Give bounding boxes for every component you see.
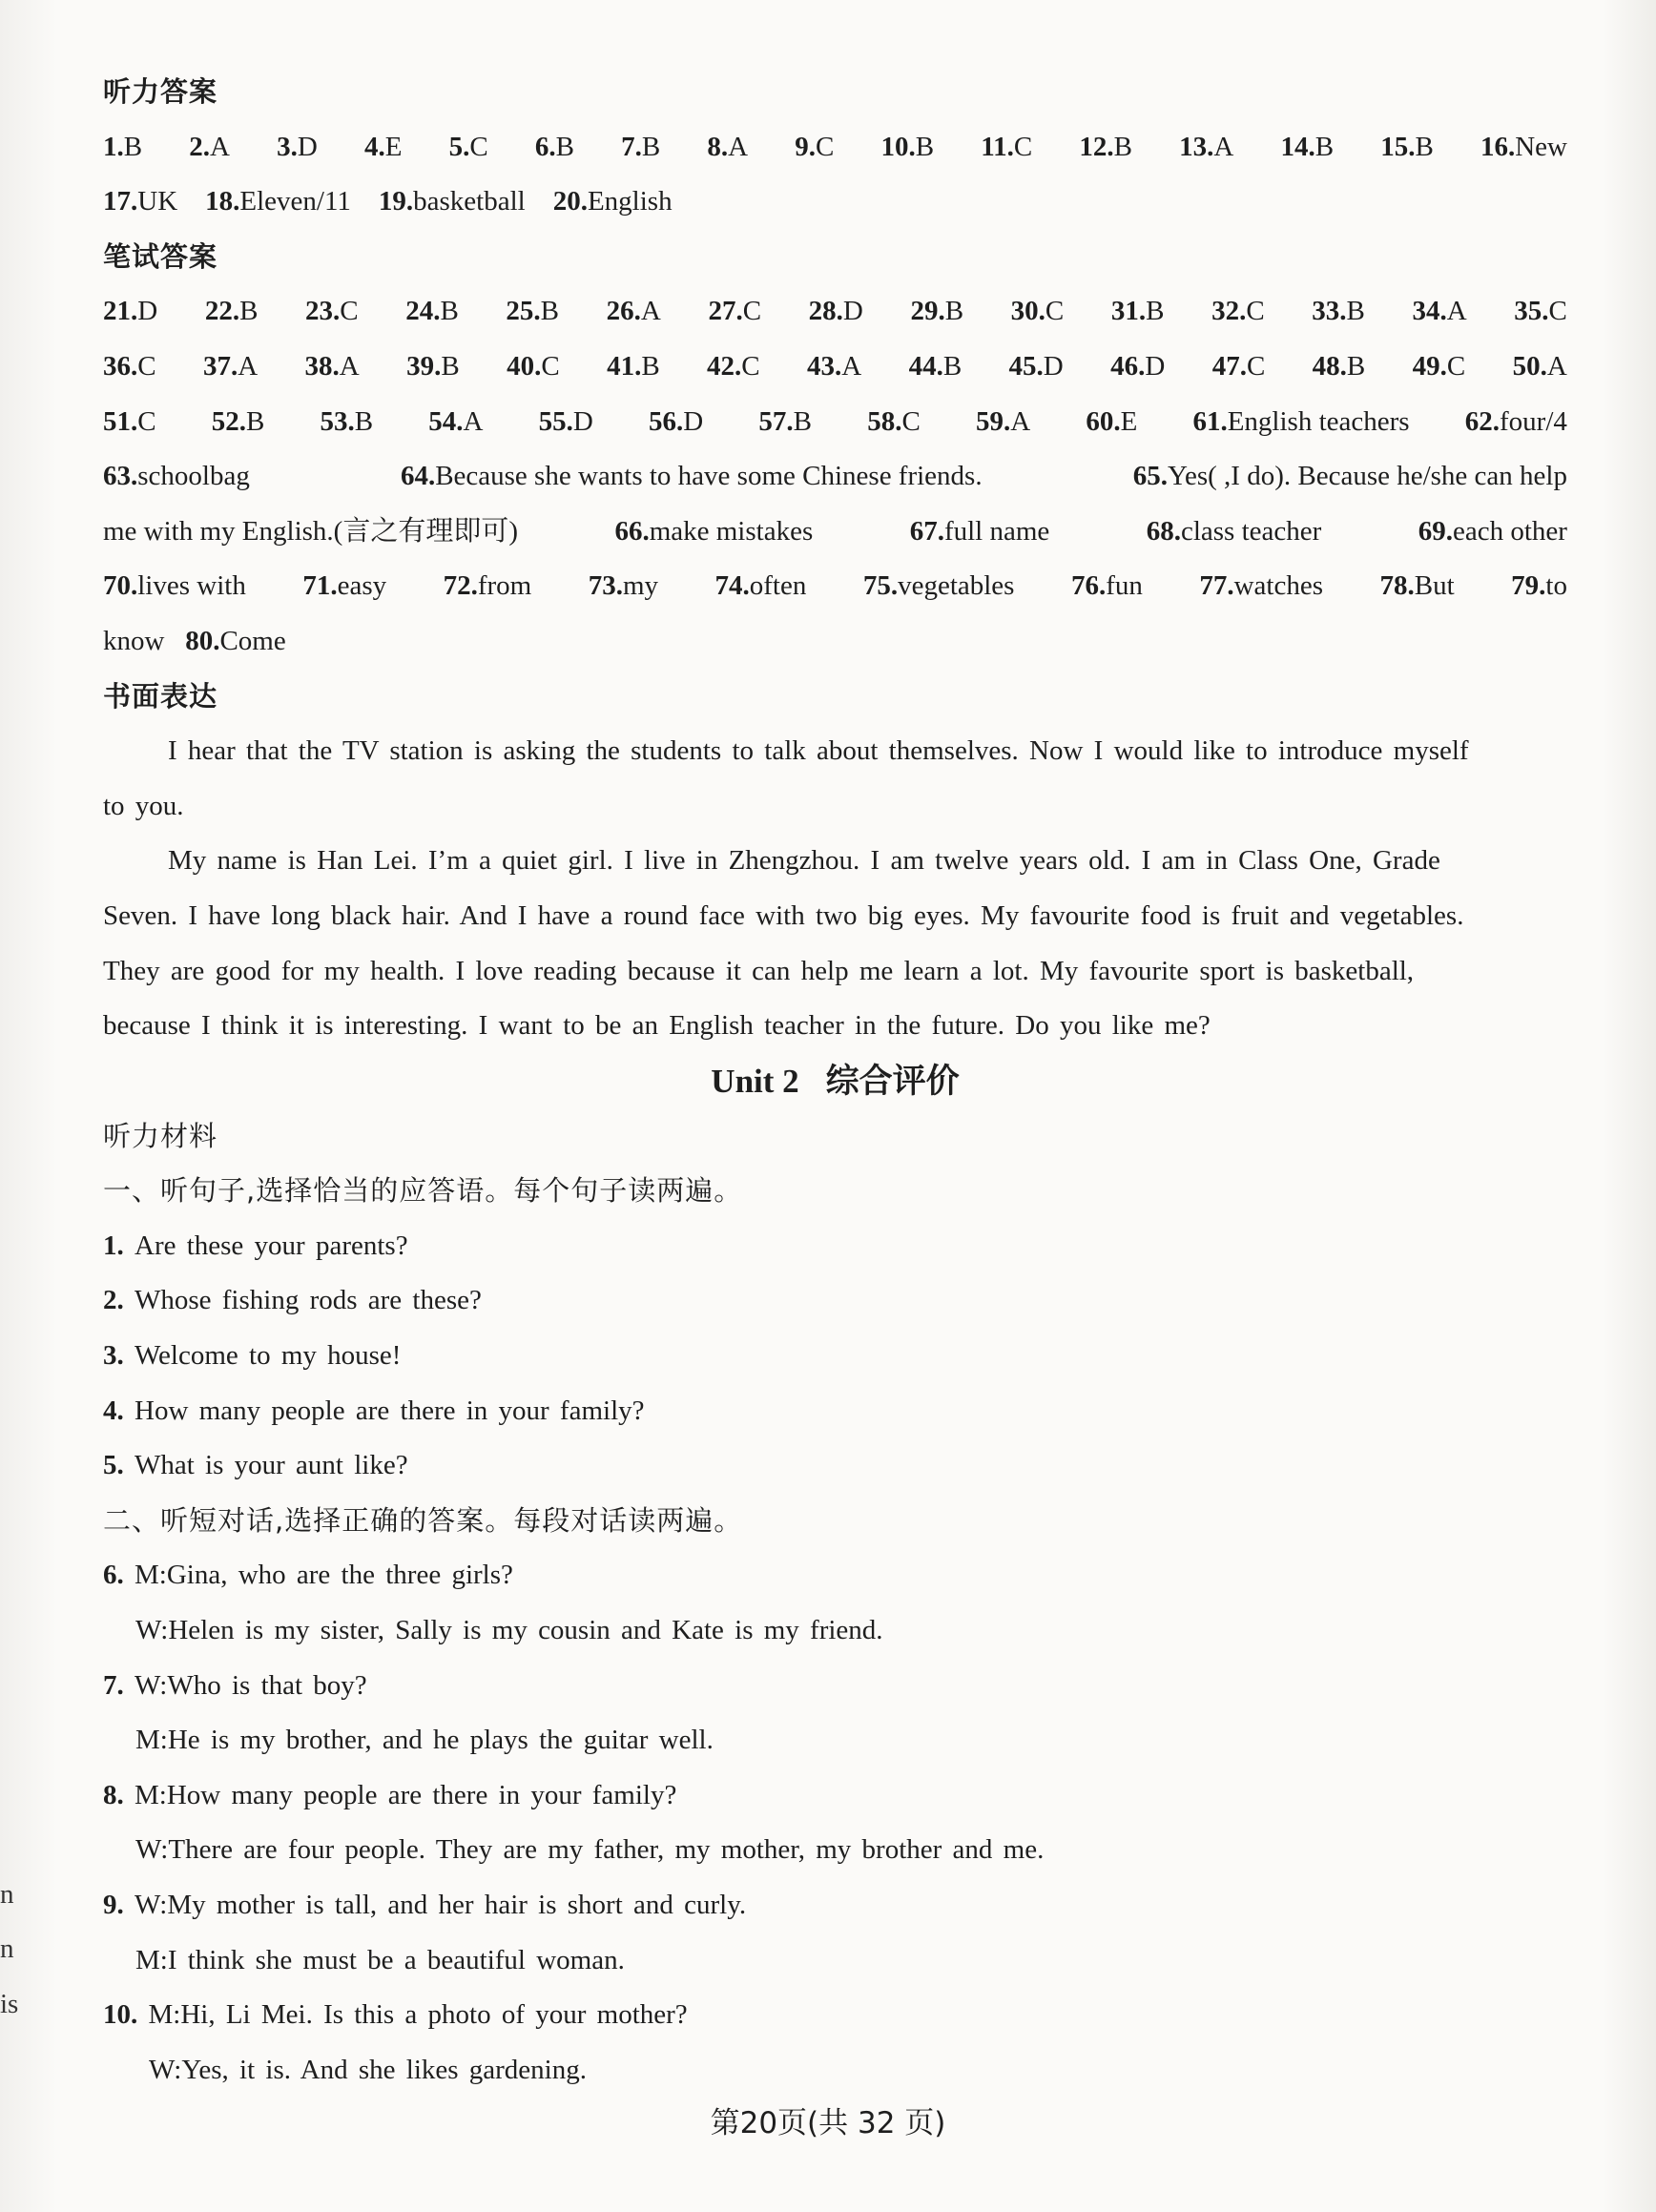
answer-item: 10.B xyxy=(880,131,935,162)
answer-item: 42.C xyxy=(707,350,760,382)
answer-continuation: me with my English.(言之有理即可) xyxy=(103,515,518,547)
answer-item: 18.Eleven/11 xyxy=(205,186,351,217)
dialog-line: W:Yes, it is. And she likes gardening. xyxy=(149,2054,587,2085)
part2-heading: 二、听短对话,选择正确的答案。每段对话读两遍。 xyxy=(103,1503,743,1537)
answer-item: 58.C xyxy=(867,405,921,437)
answer-item: 78.But xyxy=(1379,570,1455,602)
dialog-line: 6. M:Gina, who are the three girls? xyxy=(103,1560,513,1591)
answer-item: 23.C xyxy=(305,296,359,327)
dialog-line: 10. M:Hi, Li Mei. Is this a photo of your mother? xyxy=(103,1999,688,2031)
essay-line: because I think it is interesting. I want to be an English teacher in the future. Do you like me? xyxy=(103,1010,1211,1042)
answer-item: 31.B xyxy=(1110,296,1165,327)
answer-item: 54.A xyxy=(428,405,484,437)
answer-item: 6.B xyxy=(534,131,574,162)
dialog-line: 9. W:My mother is tall, and her hair is short and curly. xyxy=(103,1890,747,1920)
answer-item: 43.A xyxy=(807,350,862,382)
answer-item: 55.D xyxy=(538,405,593,437)
essay-line: to you. xyxy=(103,790,184,821)
answer-item: 37.A xyxy=(202,350,259,382)
answer-item: 3.D xyxy=(277,131,318,162)
essay-line: Seven. I have long black hair. And I have a round face with two big eyes. My favourite food is fruit and vegetables. xyxy=(103,899,1464,931)
answer-item: 16.New xyxy=(1480,131,1567,162)
answer-item: 44.B xyxy=(908,350,963,382)
part1-heading: 一、听句子,选择恰当的应答语。每个句子读两遍。 xyxy=(103,1174,743,1208)
answer-item: 12.B xyxy=(1079,131,1132,162)
answer-item: 74.often xyxy=(714,570,807,602)
answer-item: 67.full name xyxy=(909,515,1050,547)
sentence-item: 3. Welcome to my house! xyxy=(103,1340,402,1372)
answer-item: 72.from xyxy=(443,570,532,602)
answer-item: 79.to xyxy=(1511,570,1567,602)
sentence-item: 1. Are these your parents? xyxy=(103,1230,408,1261)
answer-item: 5.C xyxy=(448,131,488,162)
dialog-line: W:There are four people. They are my father, my mother, my brother and me. xyxy=(135,1834,1045,1866)
essay-line: They are good for my health. I love reading because it can help me learn a lot. My favourite sport is basketball, xyxy=(103,955,1415,986)
answer-row xyxy=(103,175,1567,230)
answer-item: 39.B xyxy=(406,350,460,382)
listening-material-heading: 听力材料 xyxy=(103,1119,218,1152)
writing-heading: 书面表达 xyxy=(103,679,218,713)
answer-item: 19.basketball xyxy=(378,186,526,217)
answer-item: 60.E xyxy=(1086,405,1138,437)
page-number: 第20页(共 32 页) xyxy=(710,2106,946,2140)
unit-subtitle: 综合评价 xyxy=(825,1062,960,1101)
answer-row xyxy=(103,559,1567,614)
unit-title xyxy=(103,1054,1567,1109)
answer-item: 53.B xyxy=(320,405,374,437)
answer-item: 63.schoolbag xyxy=(103,461,250,492)
answer-item: 50.A xyxy=(1512,350,1567,382)
answer-item: 28.D xyxy=(808,296,863,327)
answer-item: 35.C xyxy=(1514,296,1567,327)
answer-content xyxy=(103,65,1567,2098)
dialog-line: 8. M:How many people are there in your family? xyxy=(103,1779,677,1810)
answer-item: 73.my xyxy=(588,570,659,602)
dialog-line: M:I think she must be a beautiful woman. xyxy=(135,1944,625,1975)
answer-row xyxy=(103,395,1567,450)
essay-line: My name is Han Lei. I’m a quiet girl. I live in Zhengzhou. I am twelve years old. I am in Class One, Grade xyxy=(168,845,1440,877)
answer-item: 71.easy xyxy=(302,570,387,602)
answer-item: 66.make mistakes xyxy=(614,515,814,547)
answer-item: 56.D xyxy=(649,405,704,437)
answer-item: 24.B xyxy=(405,296,459,327)
answer-item: 40.C xyxy=(507,350,560,382)
answer-item: 46.D xyxy=(1110,350,1166,382)
margin-fragment: is xyxy=(0,1989,19,2019)
essay-line: I hear that the TV station is asking the students to talk about themselves. Now I would like to introduce myself xyxy=(168,735,1469,767)
answer-item: 2.A xyxy=(189,131,230,162)
answer-item: 8.A xyxy=(707,131,749,162)
answer-item: 15.B xyxy=(1380,131,1434,162)
answer-item: 36.C xyxy=(103,350,156,382)
answer-row xyxy=(103,449,1567,505)
answer-item: 49.C xyxy=(1412,350,1466,382)
answer-item: 65.Yes( ,I do). Because he/she can help xyxy=(1132,461,1567,492)
answer-item: 7.B xyxy=(621,131,661,162)
answer-item: 33.B xyxy=(1312,296,1365,327)
sentence-item: 2. Whose fishing rods are these? xyxy=(103,1285,482,1316)
answer-item: 61.English teachers xyxy=(1192,405,1410,437)
sentence-item: 4. How many people are there in your family? xyxy=(103,1395,645,1426)
answer-item: 14.B xyxy=(1280,131,1335,162)
answer-row xyxy=(103,284,1567,340)
answer-row xyxy=(103,120,1567,176)
answer-item: 4.E xyxy=(363,131,403,162)
answer-row xyxy=(103,340,1567,395)
answer-item: 48.B xyxy=(1312,350,1366,382)
sentence-item: 5. What is your aunt like? xyxy=(103,1450,408,1481)
answer-item: 70.lives with xyxy=(103,570,246,602)
answer-item: 25.B xyxy=(506,296,560,327)
answer-item: 64.Because she wants to have some Chinese friends. xyxy=(400,461,983,492)
answer-continuation: know xyxy=(103,625,165,656)
unit-name: Unit 2 xyxy=(711,1062,799,1100)
dialog-line: W:Helen is my sister, Sally is my cousin and Kate is my friend. xyxy=(135,1615,883,1646)
answer-item: 47.C xyxy=(1211,350,1266,382)
answer-item: 21.D xyxy=(103,296,158,327)
answer-item: 51.C xyxy=(103,405,156,437)
answer-row xyxy=(103,505,1567,560)
answer-item: 34.A xyxy=(1412,296,1467,327)
answer-item: 75.vegetables xyxy=(862,570,1015,602)
answer-item: 68.class teacher xyxy=(1146,515,1322,547)
answer-item: 30.C xyxy=(1010,296,1065,327)
answer-item: 77.watches xyxy=(1199,570,1324,602)
answer-item: 41.B xyxy=(607,350,660,382)
answer-item: 45.D xyxy=(1008,350,1064,382)
answer-item: 62.four/4 xyxy=(1464,405,1567,437)
answer-item: 17.UK xyxy=(103,186,178,217)
margin-fragment: n xyxy=(0,1879,14,1910)
answer-item: 20.English xyxy=(552,186,673,217)
answer-item: 80.Come xyxy=(185,625,286,656)
answer-item: 76.fun xyxy=(1070,570,1143,602)
answer-item: 69.each other xyxy=(1418,515,1567,547)
written-answers-heading: 笔试答案 xyxy=(103,239,218,273)
answer-item: 9.C xyxy=(795,131,835,162)
answer-item: 26.A xyxy=(606,296,661,327)
answer-item: 1.B xyxy=(103,131,143,162)
dialog-line: M:He is my brother, and he plays the guitar well. xyxy=(135,1725,714,1756)
answer-item: 27.C xyxy=(708,296,762,327)
answer-item: 29.B xyxy=(910,296,964,327)
answer-item: 38.A xyxy=(304,350,360,382)
answer-item: 13.A xyxy=(1179,131,1234,162)
answer-item: 57.B xyxy=(758,405,813,437)
answer-item: 32.C xyxy=(1211,296,1265,327)
answer-item: 22.B xyxy=(204,296,259,327)
margin-fragment: n xyxy=(0,1933,14,1964)
answer-item: 11.C xyxy=(981,131,1033,162)
dialog-line: 7. W:Who is that boy? xyxy=(103,1669,367,1701)
answer-item: 52.B xyxy=(211,405,265,437)
listening-answers-heading: 听力答案 xyxy=(103,75,218,108)
answer-item: 59.A xyxy=(975,405,1031,437)
answer-row xyxy=(103,614,1567,670)
